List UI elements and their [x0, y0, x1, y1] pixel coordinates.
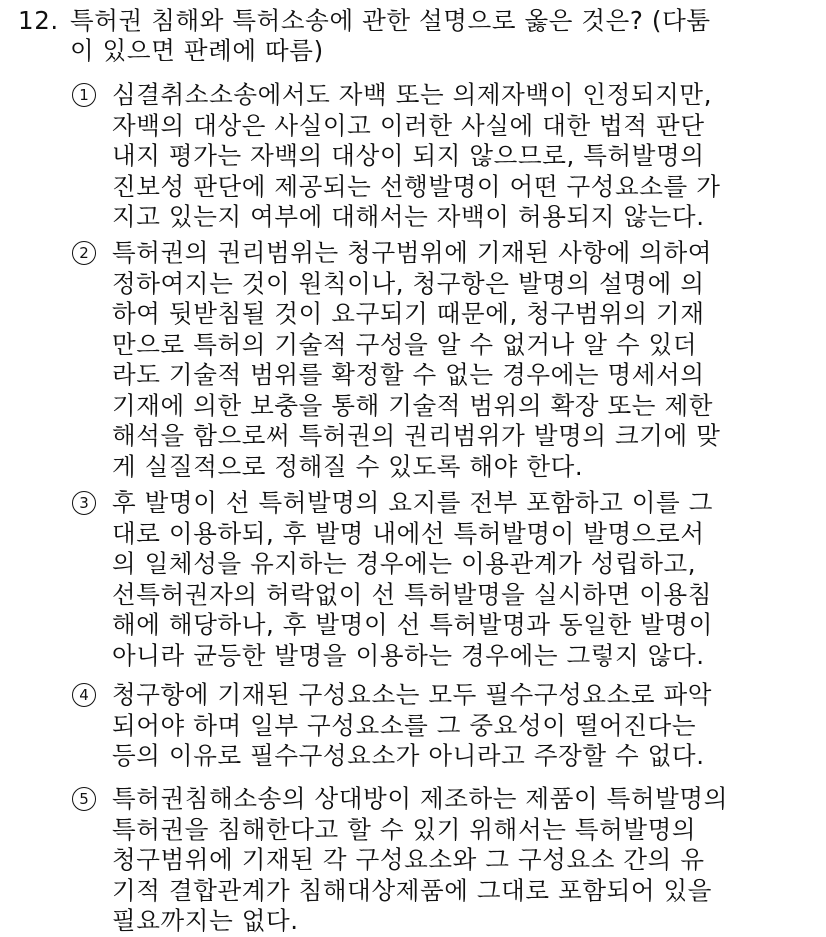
- choice-text-2: [112, 238, 822, 482]
- choice-line: 지고 있는지 여부에 대해서는 자백이 허용되지 않는다.: [112, 202, 705, 231]
- choice-line: 정하여지는 것이 원칙이나, 청구항은 발명의 설명에 의: [112, 268, 705, 298]
- choice-line: 기적 결합관계가 침해대상제품에 그대로 포함되어 있을: [112, 875, 713, 905]
- choice-line: 해석을 함으로써 특허권의 권리범위가 발명의 크기에 맞: [112, 421, 721, 450]
- choice-line: 진보성 판단에 제공되는 선행발명이 어떤 구성요소를 가: [112, 171, 721, 201]
- choice-marker-3: 3: [72, 488, 112, 671]
- question-line: 이 있으면 판례에 따름): [70, 36, 324, 65]
- choice-line: 기재에 의한 보충을 통해 기술적 범위의 확장 또는 제한: [112, 390, 713, 420]
- choice-line: 게 실질적으로 정해질 수 있도록 해야 한다.: [112, 451, 584, 481]
- choice-2[interactable]: [72, 238, 822, 482]
- choice-line: 의 일체성을 유지하는 경우에는 이용관계가 성립하고,: [112, 549, 697, 578]
- choice-line: 특허권의 권리범위는 청구범위에 기재된 사항에 의하여: [112, 238, 713, 267]
- choice-line: 되어야 하며 일부 구성요소를 그 중요성이 떨어진다는: [112, 710, 697, 740]
- choice-line: 하여 뒷받침될 것이 요구되기 때문에, 청구범위의 기재: [112, 299, 705, 328]
- choice-text-3: [112, 488, 822, 671]
- choice-line: 특허권을 침해한다고 할 수 있기 위해서는 특허발명의: [112, 814, 697, 844]
- choice-marker-5: 5: [72, 784, 112, 937]
- choice-line: 심결취소소송에서도 자백 또는 의제자백이 인정되지만,: [112, 80, 713, 109]
- choice-line: 라도 기술적 범위를 확정할 수 없는 경우에는 명세서의: [112, 360, 705, 389]
- question-stem: [18, 6, 818, 66]
- choice-text-4: [112, 680, 822, 772]
- choice-line: 청구항에 기재된 구성요소는 모두 필수구성요소로 파악: [112, 680, 713, 709]
- choice-line: 등의 이유로 필수구성요소가 아니라고 주장할 수 없다.: [112, 741, 705, 770]
- choice-1[interactable]: [72, 80, 822, 233]
- choice-line: 해에 해당하나, 후 발명이 선 특허발명과 동일한 발명이: [112, 610, 713, 639]
- choice-line: 선특허권자의 허락없이 선 특허발명을 실시하면 이용침: [112, 579, 713, 609]
- choice-5[interactable]: [72, 784, 822, 937]
- choice-line: 아니라 균등한 발명을 이용하는 경우에는 그렇지 않다.: [112, 640, 705, 670]
- choice-line: 특허권침해소송의 상대방이 제조하는 제품이 특허발명의: [112, 784, 728, 813]
- choice-marker-1: 1: [72, 80, 112, 233]
- choice-marker-4: 4: [72, 680, 112, 772]
- choice-4[interactable]: [72, 680, 822, 772]
- choice-marker-2: 2: [72, 238, 112, 482]
- choice-line: 대로 이용하되, 후 발명 내에선 특허발명이 발명으로서: [112, 518, 705, 548]
- choice-line: 내지 평가는 자백의 대상이 되지 않으므로, 특허발명의: [112, 141, 705, 170]
- choice-3[interactable]: [72, 488, 822, 671]
- choice-line: 필요까지는 없다.: [112, 906, 299, 935]
- choice-text-1: [112, 80, 822, 233]
- choice-line: 후 발명이 선 특허발명의 요지를 전부 포함하고 이를 그: [112, 488, 713, 517]
- choice-text-5: [112, 784, 822, 937]
- choice-line: 청구범위에 기재된 각 구성요소와 그 구성요소 간의 유: [112, 845, 705, 874]
- question-number: 12.: [18, 6, 59, 35]
- choice-line: 자백의 대상은 사실이고 이러한 사실에 대한 법적 판단: [112, 110, 705, 140]
- question-line: 특허권 침해와 특허소송에 관한 설명으로 옳은 것은? (다툼: [70, 6, 711, 35]
- choice-line: 만으로 특허의 기술적 구성을 알 수 없거나 알 수 있더: [112, 329, 698, 359]
- question-text: [70, 6, 818, 66]
